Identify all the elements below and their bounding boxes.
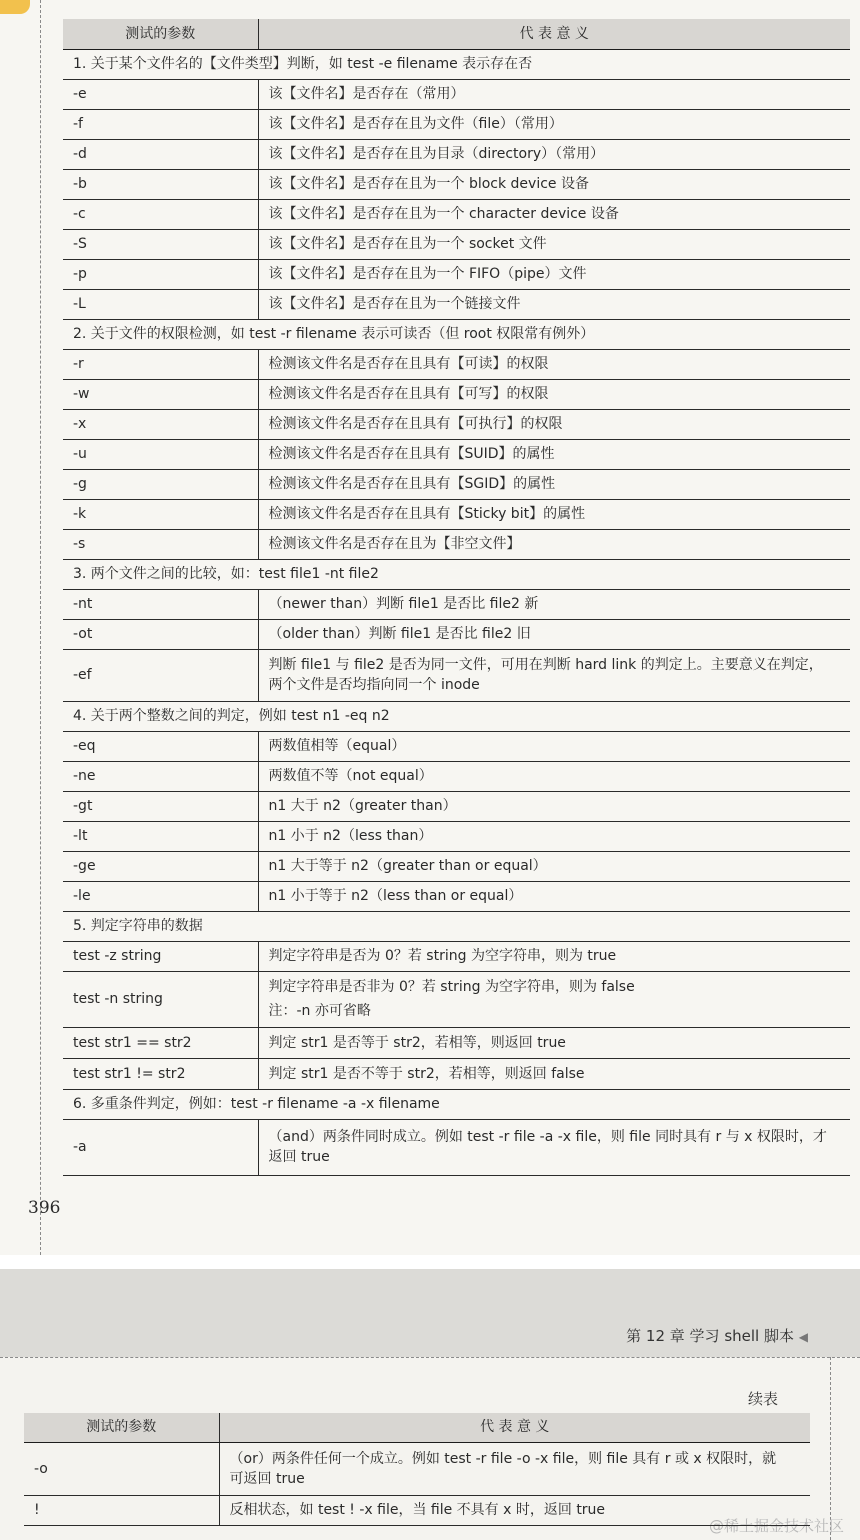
meaning-cell: 该【文件名】是否存在且为一个 FIFO（pipe）文件 [258,259,850,289]
meaning-line-1: 判定字符串是否非为 0？若 string 为空字符串，则为 false [268,979,635,995]
table-row [63,761,850,791]
header-param: 测试的参数 [24,1413,219,1442]
scan-cut-line [830,1357,831,1540]
table-row [63,379,850,409]
table-header-row [63,19,850,49]
header-meaning: 代 表 意 义 [258,19,850,49]
table-row [63,971,850,1027]
table-row [24,1495,810,1525]
meaning-cell: （older than）判断 file1 是否比 file2 旧 [258,619,850,649]
chapter-marker-icon: ◀ [798,1330,808,1344]
meaning-cell: 该【文件名】是否存在且为一个 block device 设备 [258,169,850,199]
section-title: 2. 关于文件的权限检测，如 test -r filename 表示可读否（但 root 权限常有例外） [63,319,850,349]
meaning-cell: 该【文件名】是否存在且为一个链接文件 [258,289,850,319]
page-gap [0,1255,860,1269]
table-row [63,439,850,469]
meaning-cell: 该【文件名】是否存在（常用） [258,79,850,109]
param-cell: -d [63,139,258,169]
meaning-cell: 检测该文件名是否存在且具有【可读】的权限 [258,349,850,379]
table-row [63,169,850,199]
meaning-cell [258,1119,850,1175]
meaning-line-1: 判断 file1 与 file2 是否为同一文件，可用在判断 hard link 的判定上。主要意义在判定， [268,657,823,673]
scan-cut-line [40,0,41,1255]
meaning-line-1: （or）两条件任何一个成立。例如 test -r file -o -x file，则 file 具有 r 或 x 权限时，就 [229,1450,777,1467]
table-row [63,821,850,851]
param-cell: -c [63,199,258,229]
page-corner-tab [0,0,30,14]
section-title: 1. 关于某个文件名的【文件类型】判断，如 test -e filename 表示存在否 [63,49,850,79]
table-row [63,881,850,911]
section-title-row [63,319,850,349]
table-row [63,529,850,559]
meaning-cell: 判定字符串是否为 0？若 string 为空字符串，则为 true [258,941,850,971]
meaning-line-2: 注：-n 亦可省略 [268,1003,371,1019]
continued-label: 续表 [748,1390,779,1408]
param-cell: -S [63,229,258,259]
param-cell: -ef [63,649,258,701]
param-cell: -r [63,349,258,379]
table-row [63,649,850,701]
section-title: 3. 两个文件之间的比较，如：test file1 -nt file2 [63,559,850,589]
table-row [63,139,850,169]
meaning-line-1: （and）两条件同时成立。例如 test -r file -a -x file，则 file 同时具有 r 与 x 权限时，才 [268,1129,827,1145]
test-parameters-table-continued [24,1413,810,1526]
header-meaning: 代 表 意 义 [219,1413,810,1442]
param-cell: -e [63,79,258,109]
param-cell: -w [63,379,258,409]
meaning-cell: 检测该文件名是否存在且具有【Sticky bit】的属性 [258,499,850,529]
page-number: 396 [28,1198,61,1218]
section-title: 6. 多重条件判定，例如：test -r filename -a -x filename [63,1089,850,1119]
table-row [63,499,850,529]
table-row [24,1442,810,1495]
table-row [63,349,850,379]
table-row [63,1119,850,1175]
param-cell: -g [63,469,258,499]
param-cell: -s [63,529,258,559]
param-cell: test -z string [63,941,258,971]
meaning-cell: n1 小于 n2（less than） [258,821,850,851]
table-row [63,619,850,649]
param-cell: -L [63,289,258,319]
table-row [63,229,850,259]
chapter-title: 第 12 章 学习 shell 脚本 [626,1327,794,1345]
meaning-cell: 反相状态，如 test ! -x file，当 file 不具有 x 时，返回 true [219,1495,810,1525]
scan-cut-line [0,1357,860,1358]
meaning-cell: 检测该文件名是否存在且具有【SGID】的属性 [258,469,850,499]
watermark: @稀土掘金技术社区 [708,1517,844,1535]
table-row [63,289,850,319]
param-cell: -x [63,409,258,439]
param-cell: test str1 == str2 [63,1027,258,1058]
meaning-cell [258,971,850,1027]
param-cell: ! [24,1495,219,1525]
table-row [63,589,850,619]
meaning-line-2: 返回 true [268,1149,330,1165]
param-cell: -ot [63,619,258,649]
param-cell: -k [63,499,258,529]
section-title: 5. 判定字符串的数据 [63,911,850,941]
table-row [63,199,850,229]
table-row [63,409,850,439]
param-cell: -lt [63,821,258,851]
table-row [63,1027,850,1058]
table-row [63,731,850,761]
table-row [63,79,850,109]
table-header-row [24,1413,810,1442]
meaning-cell: 检测该文件名是否存在且具有【可写】的权限 [258,379,850,409]
param-cell: -a [63,1119,258,1175]
param-cell: -gt [63,791,258,821]
param-cell: -eq [63,731,258,761]
meaning-cell: 该【文件名】是否存在且为文件（file）（常用） [258,109,850,139]
table-row [63,851,850,881]
section-title-row [63,701,850,731]
meaning-cell: 检测该文件名是否存在且为【非空文件】 [258,529,850,559]
table-row [63,941,850,971]
meaning-cell [219,1442,810,1495]
table-row [63,1058,850,1089]
table-row [63,469,850,499]
param-cell: -f [63,109,258,139]
test-parameters-table [63,19,850,1176]
table-row [63,791,850,821]
param-cell: -ne [63,761,258,791]
param-cell: test -n string [63,971,258,1027]
meaning-line-2: 可返回 true [229,1470,305,1487]
meaning-cell: 该【文件名】是否存在且为一个 socket 文件 [258,229,850,259]
meaning-cell: n1 小于等于 n2（less than or equal） [258,881,850,911]
param-cell: -b [63,169,258,199]
meaning-cell: n1 大于等于 n2（greater than or equal） [258,851,850,881]
table-row [63,109,850,139]
section-title-row [63,559,850,589]
meaning-line-2: 两个文件是否均指向同一个 inode [268,677,480,693]
param-cell: test str1 != str2 [63,1058,258,1089]
header-param: 测试的参数 [63,19,258,49]
meaning-cell: 检测该文件名是否存在且具有【可执行】的权限 [258,409,850,439]
param-cell: -o [24,1442,219,1495]
param-cell: -le [63,881,258,911]
meaning-cell: 该【文件名】是否存在且为一个 character device 设备 [258,199,850,229]
param-cell: -p [63,259,258,289]
meaning-cell: 两数值相等（equal） [258,731,850,761]
meaning-cell: 该【文件名】是否存在且为目录（directory）（常用） [258,139,850,169]
section-title: 4. 关于两个整数之间的判定，例如 test n1 -eq n2 [63,701,850,731]
param-cell: -ge [63,851,258,881]
meaning-cell: 两数值不等（not equal） [258,761,850,791]
meaning-cell: （newer than）判断 file1 是否比 file2 新 [258,589,850,619]
section-title-row [63,1089,850,1119]
meaning-cell: 判定 str1 是否不等于 str2，若相等，则返回 false [258,1058,850,1089]
meaning-cell: n1 大于 n2（greater than） [258,791,850,821]
section-title-row [63,49,850,79]
meaning-cell: 检测该文件名是否存在且具有【SUID】的属性 [258,439,850,469]
page-header-band [0,1269,860,1357]
chapter-header [626,1325,808,1346]
param-cell: -u [63,439,258,469]
table-row [63,259,850,289]
section-title-row [63,911,850,941]
meaning-cell: 判定 str1 是否等于 str2，若相等，则返回 true [258,1027,850,1058]
param-cell: -nt [63,589,258,619]
meaning-cell [258,649,850,701]
